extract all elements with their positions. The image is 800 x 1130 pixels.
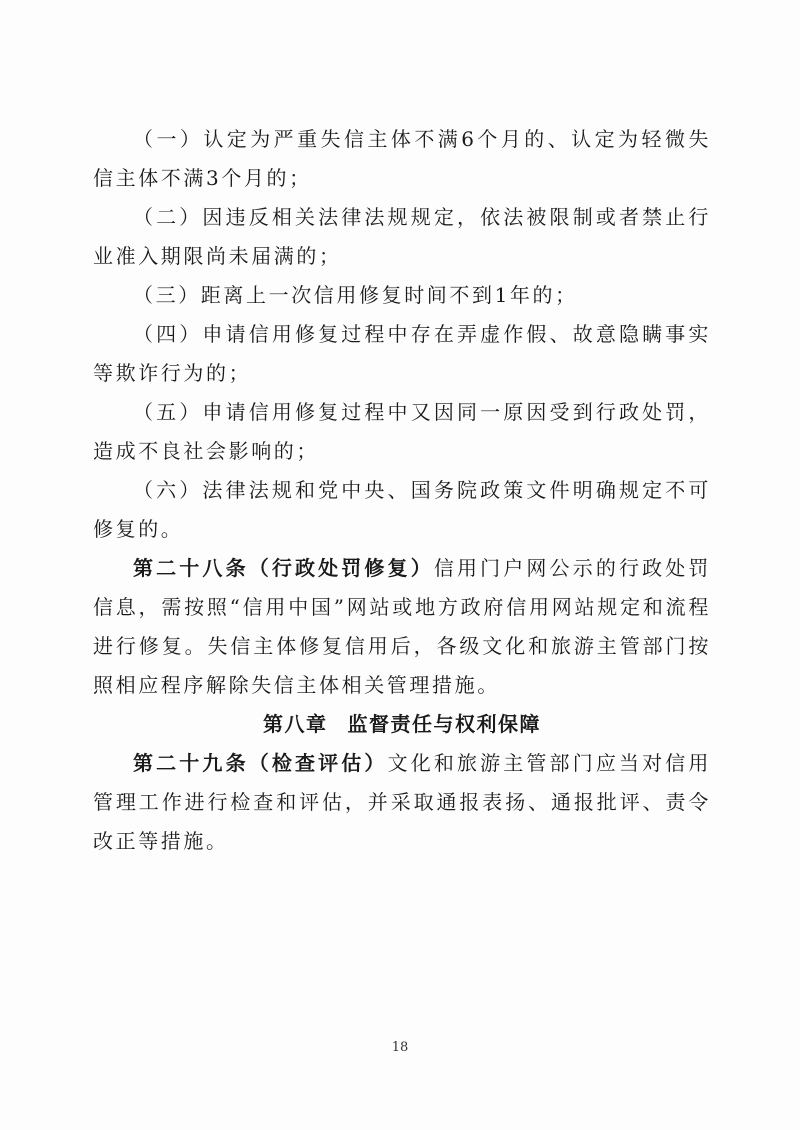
article-28-body: 信用门户网公示的行政处罚信息，需按照“信用中国”网站或地方政府信用网站规定和流程进行修复。失信主体修复信用后，各级文化和旅游主管部门按照相应程序解除失信主体相关管理措施。 xyxy=(93,556,711,697)
chapter-number: 第八章 xyxy=(263,712,328,736)
article-29-heading: 第二十九条（检查评估） xyxy=(133,751,388,775)
list-item-6: （六）法律法规和党中央、国务院政策文件明确规定不可修复的。 xyxy=(93,478,711,541)
article-29-body: 文化和旅游主管部门应当对信用管理工作进行检查和评估，并采取通报表扬、通报批评、责令改正等措施。 xyxy=(93,751,711,853)
list-item-1: （一）认定为严重失信主体不满6个月的、认定为轻微失信主体不满3个月的； xyxy=(93,127,711,190)
chapter-heading xyxy=(93,705,711,744)
article-29 xyxy=(93,744,711,861)
list-item-5: （五）申请信用修复过程中又因同一原因受到行政处罚，造成不良社会影响的； xyxy=(93,400,711,463)
article-28-heading: 第二十八条（行政处罚修复） xyxy=(133,556,434,580)
list-item-2: （二）因违反相关法律法规规定，依法被限制或者禁止行业准入期限尚未届满的； xyxy=(93,205,711,268)
list-item-4: （四）申请信用修复过程中存在弄虚作假、故意隐瞒事实等欺诈行为的； xyxy=(93,322,711,385)
document-body xyxy=(93,120,711,861)
article-28 xyxy=(93,549,711,705)
page-number: 18 xyxy=(391,1040,409,1055)
list-item-3: （三）距离上一次信用修复时间不到1年的； xyxy=(133,283,578,307)
chapter-title: 监督责任与权利保障 xyxy=(347,712,541,736)
